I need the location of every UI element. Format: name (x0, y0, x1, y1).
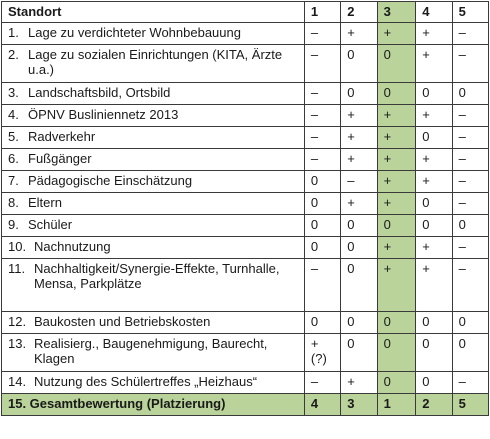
row-number: 14. (8, 374, 27, 389)
cell-value: 0 (452, 83, 488, 105)
header-row (2, 2, 489, 23)
row-number: 9. (8, 217, 19, 232)
cell-value: + (416, 171, 452, 193)
cell-value: + (416, 259, 452, 312)
total-value: 1 (377, 394, 416, 416)
cell-value: 0 (341, 312, 377, 334)
row-text: Pädagogische Einschätzung (28, 173, 193, 188)
cell-value: 0 (341, 334, 377, 372)
cell-value: + (377, 237, 416, 259)
row-number: 4. (8, 107, 19, 122)
header-col-2: 2 (341, 2, 377, 23)
cell-value: 0 (341, 45, 377, 83)
cell-value: 0 (341, 237, 377, 259)
row-number: 7. (8, 173, 19, 188)
cell-value: 0 (416, 83, 452, 105)
row-number: 11. (8, 261, 26, 276)
cell-value: 0 (377, 83, 416, 105)
cell-value: – (304, 149, 340, 171)
cell-value: – (452, 237, 488, 259)
row-number: 3. (8, 85, 19, 100)
table-row (2, 105, 489, 127)
row-text: Landschaftsbild, Ortsbild (28, 85, 171, 100)
header-label: Standort (2, 2, 305, 23)
cell-value: + (377, 171, 416, 193)
cell-value: 0 (452, 312, 488, 334)
cell-value: + (377, 193, 416, 215)
cell-value: + (377, 149, 416, 171)
row-label (2, 127, 305, 149)
row-text: ÖPNV Busliniennetz 2013 (28, 107, 179, 122)
table-row (2, 171, 489, 193)
cell-value: + (416, 105, 452, 127)
table-row (2, 334, 489, 372)
total-label: 15. Gesamtbewertung (Platzierung) (2, 394, 305, 416)
cell-value: 0 (416, 372, 452, 394)
table-row (2, 83, 489, 105)
row-text: Baukosten und Betriebskosten (34, 314, 211, 329)
row-label (2, 334, 305, 372)
cell-value: – (304, 83, 340, 105)
row-number: 2. (8, 47, 19, 62)
row-label (2, 171, 305, 193)
cell-value: – (452, 171, 488, 193)
header-col-5: 5 (452, 2, 488, 23)
row-label (2, 193, 305, 215)
cell-value: 0 (416, 215, 452, 237)
row-text: Realisierg., Baugenehmigung, Baurecht, Klagen (34, 336, 268, 366)
table-row (2, 259, 489, 312)
row-label (2, 215, 305, 237)
cell-value: – (452, 149, 488, 171)
total-value: 5 (452, 394, 488, 416)
row-number: 6. (8, 151, 19, 166)
cell-value: + (341, 105, 377, 127)
cell-value: 0 (416, 312, 452, 334)
cell-value: 0 (377, 215, 416, 237)
row-text: Lage zu verdichteter Wohnbebauung (28, 25, 241, 40)
row-text: Radverkehr (28, 129, 96, 144)
row-label (2, 312, 305, 334)
row-number: 1. (8, 25, 19, 40)
row-text: Fußgänger (28, 151, 92, 166)
cell-value: 0 (452, 334, 488, 372)
cell-value: 0 (452, 215, 488, 237)
row-label (2, 105, 305, 127)
header-col-4: 4 (416, 2, 452, 23)
cell-value: – (304, 105, 340, 127)
cell-value: 0 (304, 171, 340, 193)
cell-value: + (377, 127, 416, 149)
cell-value: 0 (377, 334, 416, 372)
cell-value: 0 (341, 259, 377, 312)
table-row (2, 215, 489, 237)
cell-value: – (452, 193, 488, 215)
cell-value: 0 (304, 312, 340, 334)
table-row (2, 23, 489, 45)
total-value: 3 (341, 394, 377, 416)
cell-value: – (304, 259, 340, 312)
row-number: 8. (8, 195, 19, 210)
row-label (2, 149, 305, 171)
cell-value: + (377, 23, 416, 45)
cell-value: + (416, 237, 452, 259)
cell-value: + (416, 23, 452, 45)
table-row (2, 237, 489, 259)
cell-value: 0 (341, 215, 377, 237)
row-number: 10. (8, 239, 27, 254)
total-value: 2 (416, 394, 452, 416)
table-row (2, 372, 489, 394)
cell-value: 0 (304, 193, 340, 215)
row-text: Nachhaltigkeit/Synergie-Effekte, Turnhalle, Mensa, Parkplätze (34, 261, 280, 291)
cell-value: + (416, 45, 452, 83)
row-label (2, 372, 305, 394)
row-text: Lage zu sozialen Einrichtungen (KITA, Ärzte u.a.) (28, 47, 283, 77)
cell-value: + (341, 193, 377, 215)
cell-value: 0 (377, 312, 416, 334)
cell-value: 0 (341, 83, 377, 105)
cell-value: 0 (304, 215, 340, 237)
cell-value: – (304, 23, 340, 45)
total-row (2, 394, 489, 416)
row-label (2, 237, 305, 259)
row-text: Schüler (28, 217, 73, 232)
cell-value: + (341, 23, 377, 45)
row-label (2, 259, 305, 312)
row-text: Eltern (28, 195, 62, 210)
row-number: 12. (8, 314, 27, 329)
cell-value: – (452, 127, 488, 149)
cell-value: – (452, 45, 488, 83)
row-label (2, 23, 305, 45)
cell-value: + (?) (304, 334, 340, 372)
cell-value: – (452, 372, 488, 394)
cell-value: 0 (377, 372, 416, 394)
cell-value: 0 (416, 127, 452, 149)
cell-value: 0 (416, 334, 452, 372)
cell-value: + (377, 105, 416, 127)
evaluation-table (1, 1, 489, 416)
cell-value: – (304, 372, 340, 394)
header-col-1: 1 (304, 2, 340, 23)
header-col-3: 3 (377, 2, 416, 23)
cell-value: + (341, 127, 377, 149)
table-row (2, 45, 489, 83)
cell-value: + (341, 149, 377, 171)
row-label (2, 45, 305, 83)
cell-value: + (377, 259, 416, 312)
table-row (2, 312, 489, 334)
table-row (2, 149, 489, 171)
table-row (2, 127, 489, 149)
row-text: Nutzung des Schülertreffes „Heizhaus“ (34, 374, 258, 389)
cell-value: 0 (416, 193, 452, 215)
cell-value: 0 (377, 45, 416, 83)
cell-value: – (304, 127, 340, 149)
cell-value: – (452, 23, 488, 45)
row-label (2, 83, 305, 105)
cell-value: – (304, 45, 340, 83)
cell-value: – (452, 259, 488, 312)
cell-value: – (341, 171, 377, 193)
total-value: 4 (304, 394, 340, 416)
cell-value: + (341, 372, 377, 394)
row-text: Nachnutzung (34, 239, 111, 254)
cell-value: + (416, 149, 452, 171)
table-row (2, 193, 489, 215)
row-number: 5. (8, 129, 19, 144)
cell-value: 0 (304, 237, 340, 259)
row-number: 13. (8, 336, 27, 351)
cell-value: – (452, 105, 488, 127)
